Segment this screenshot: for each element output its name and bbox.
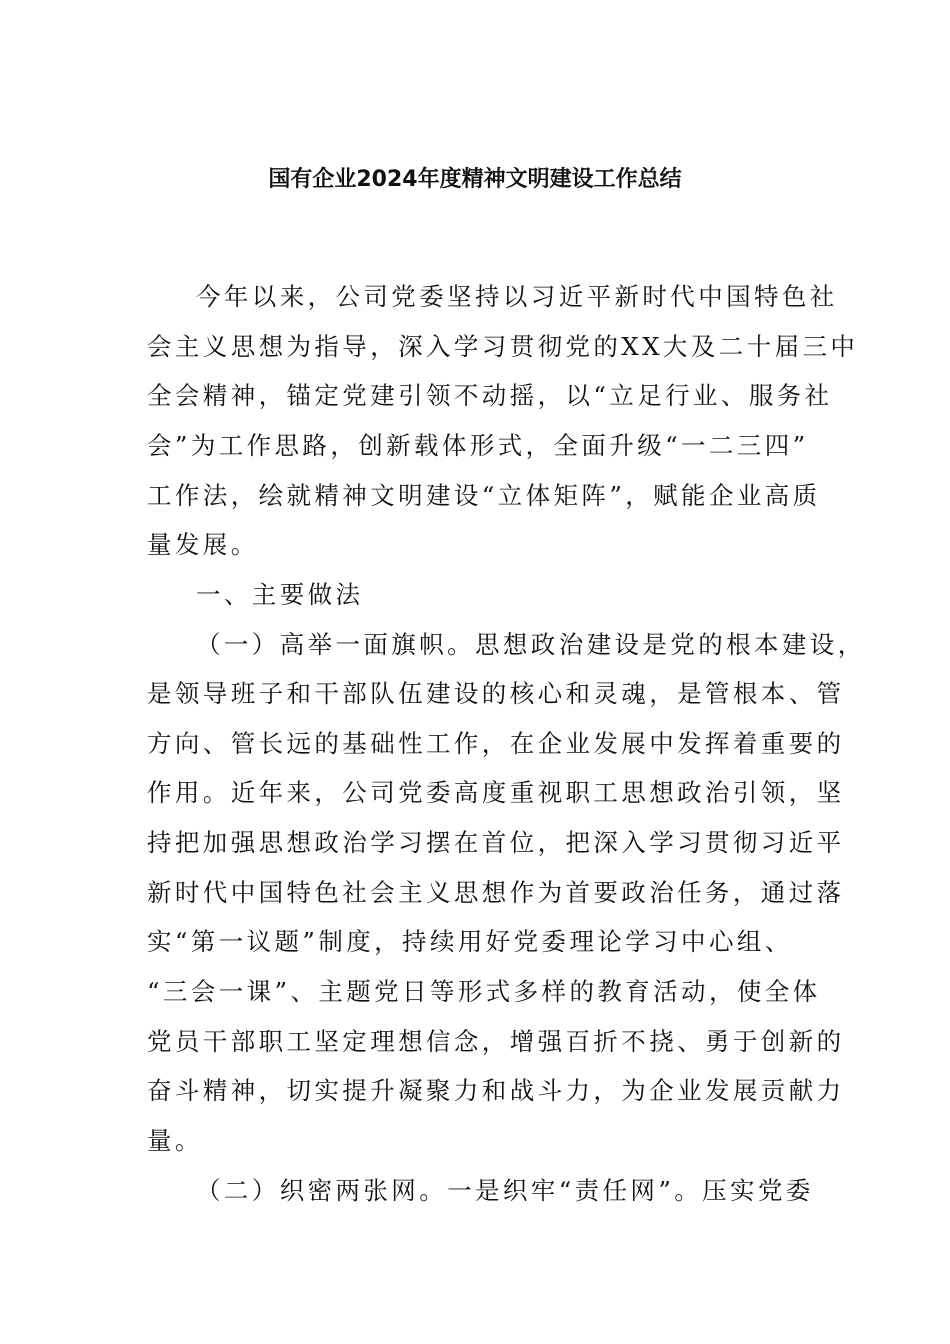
paragraph-line: 新时代中国特色社会主义思想作为首要政治任务，通过落	[147, 878, 845, 907]
paragraph-line: 是领导班子和干部队伍建设的核心和灵魂，是管根本、管	[147, 679, 845, 708]
paragraph-line: 量发展。	[147, 530, 259, 559]
paragraph-line: 会主义思想为指导，深入学习贯彻党的XX大及二十届三中	[147, 332, 859, 361]
paragraph-line: “三会一课”、主题党日等形式多样的教育活动，使全体	[147, 977, 821, 1006]
paragraph-line: 奋斗精神，切实提升凝聚力和战斗力，为企业发展贡献力	[147, 1076, 845, 1105]
paragraph-line: 党员干部职工坚定理想信念，增强百折不挠、勇于创新的	[147, 1027, 845, 1056]
paragraph-line: 全会精神，锚定党建引领不动摇，以“立足行业、服务社	[147, 381, 833, 410]
paragraph-line: 今年以来，公司党委坚持以习近平新时代中国特色社	[196, 282, 838, 311]
paragraph-line: 作用。近年来，公司党委高度重视职工思想政治引领，坚	[147, 778, 845, 807]
paragraph-line: 工作法，绘就精神文明建设“立体矩阵”，赋能企业高质	[147, 481, 821, 510]
paragraph-line: 会”为工作思路，创新载体形式，全面升级“一二三四”	[147, 431, 809, 460]
paragraph-line: （一）高举一面旗帜。思想政治建设是党的根本建设，	[196, 630, 866, 659]
paragraph-line: 方向、管长远的基础性工作，在企业发展中发挥着重要的	[147, 729, 845, 758]
section-heading: 一、主要做法	[196, 580, 364, 609]
paragraph-line: 持把加强思想政治学习摆在首位，把深入学习贯彻习近平	[147, 828, 845, 857]
document-title: 国有企业2024年度精神文明建设工作总结	[268, 167, 682, 192]
paragraph-line: 实“第一议题”制度，持续用好党委理论学习中心组、	[147, 927, 793, 956]
paragraph-line: （二）织密两张网。一是织牢“责任网”。压实党委	[196, 1176, 814, 1205]
paragraph-line: 量。	[147, 1126, 203, 1155]
